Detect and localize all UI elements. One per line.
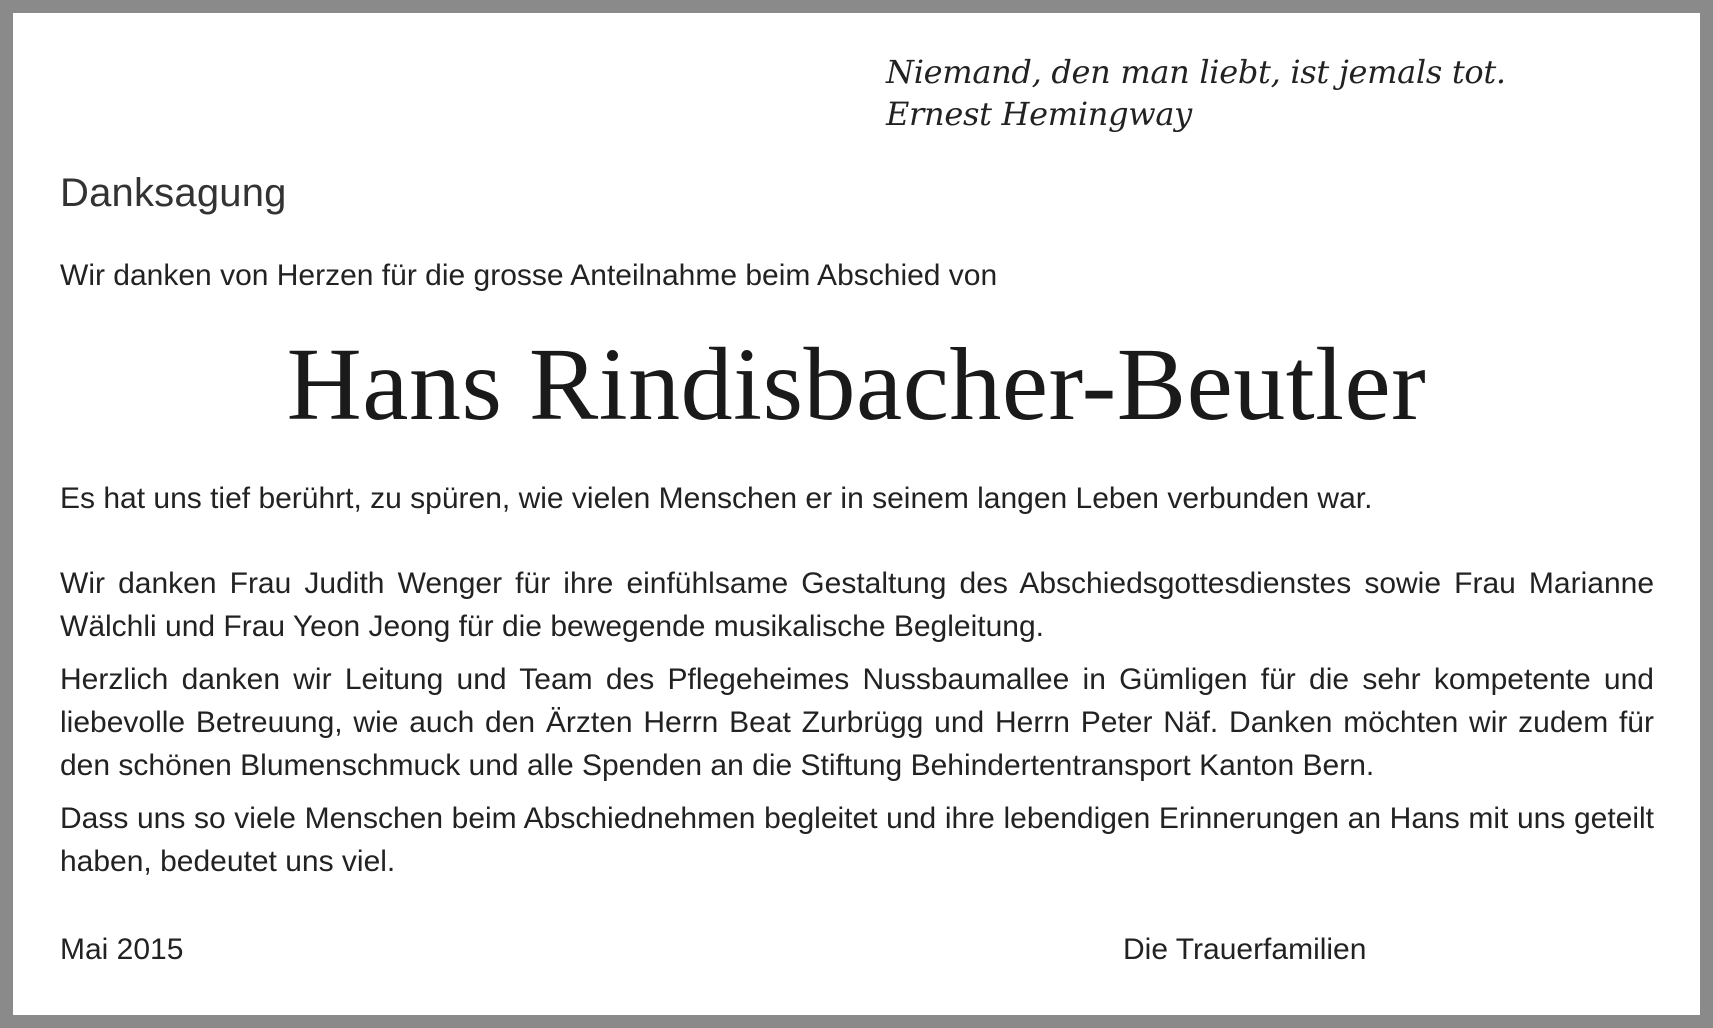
epigraph-quote	[886, 51, 1506, 135]
page-title: Danksagung	[60, 171, 287, 215]
signature-text: Die Trauerfamilien	[1123, 933, 1367, 966]
quote-author: Ernest Hemingway	[886, 95, 1192, 133]
paragraph-4: Dass uns so viele Menschen beim Abschiednehmen begleitet und ihre lebendigen Erinnerungen an Hans mit uns geteilt haben, bedeutet uns viel.	[60, 802, 1654, 878]
deceased-name: Hans Rindisbacher-Beutler	[286, 327, 1427, 442]
date-text: Mai 2015	[60, 933, 184, 966]
quote-text: Niemand, den man liebt, ist jemals tot.	[886, 53, 1506, 91]
paragraph-3: Herzlich danken wir Leitung und Team des Pflegeheimes Nussbaumallee in Gümligen für die sehr kompetente und liebevolle Betreuung, wie auch den Ärzten Herrn Beat Zurbrügg und Herrn Peter Näf. Danken möchten wir zudem für den schönen Blumenschmuck und alle Spenden an die Stiftung Behindertentransport Kanton Bern.	[60, 663, 1654, 782]
paragraph-2: Wir danken Frau Judith Wenger für ihre einfühlsame Gestaltung des Abschiedsgottesdienstes sowie Frau Marianne Wälchli und Frau Yeon Jeong für die bewegende musikalische Begleitung.	[60, 567, 1654, 643]
paragraph-1: Es hat uns tief berührt, zu spüren, wie vielen Menschen er in seinem langen Leben verbunden war.	[60, 482, 1373, 515]
obituary-card	[13, 13, 1700, 1015]
intro-text: Wir danken von Herzen für die grosse Anteilnahme beim Abschied von	[60, 259, 998, 292]
